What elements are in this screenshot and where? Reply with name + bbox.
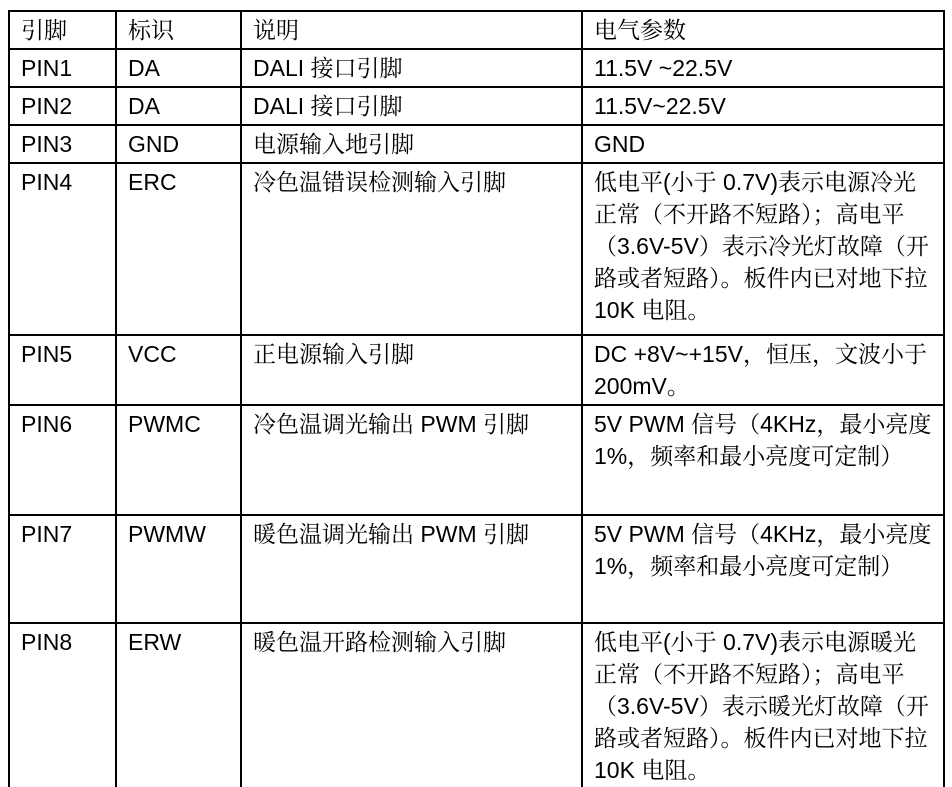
cell-label: PWMC (116, 405, 241, 515)
cell-label: ERW (116, 623, 241, 787)
table-row-pin8 (9, 623, 944, 787)
cell-pin: PIN1 (9, 49, 116, 87)
cell-params: 11.5V~22.5V (582, 87, 944, 125)
cell-description: 冷色温错误检测输入引脚 (241, 163, 582, 335)
cell-pin: PIN5 (9, 335, 116, 405)
table-row-pin5 (9, 335, 944, 405)
cell-label: DA (116, 49, 241, 87)
cell-params: 低电平(小于 0.7V)表示电源暖光正常（不开路不短路）；高电平（3.6V-5V）表示暖光灯故障（开路或者短路）。板件内已对地下拉 10K 电阻。 (582, 623, 944, 787)
header-cell-description: 说明 (241, 11, 582, 49)
header-cell-params: 电气参数 (582, 11, 944, 49)
cell-label: PWMW (116, 515, 241, 623)
cell-params: 11.5V ~22.5V (582, 49, 944, 87)
cell-description: DALI 接口引脚 (241, 87, 582, 125)
table-row-pin6 (9, 405, 944, 515)
cell-description: 冷色温调光输出 PWM 引脚 (241, 405, 582, 515)
table-row-pin2 (9, 87, 944, 125)
cell-pin: PIN6 (9, 405, 116, 515)
table-row-pin4 (9, 163, 944, 335)
cell-pin: PIN2 (9, 87, 116, 125)
cell-label: ERC (116, 163, 241, 335)
cell-description: 电源输入地引脚 (241, 125, 582, 163)
cell-label: VCC (116, 335, 241, 405)
cell-pin: PIN7 (9, 515, 116, 623)
table-row-pin1 (9, 49, 944, 87)
cell-label: GND (116, 125, 241, 163)
table-header-row (9, 11, 944, 49)
cell-params: 低电平(小于 0.7V)表示电源冷光正常（不开路不短路）；高电平（3.6V-5V）表示冷光灯故障（开路或者短路）。板件内已对地下拉 10K 电阻。 (582, 163, 944, 335)
cell-pin: PIN8 (9, 623, 116, 787)
cell-params: GND (582, 125, 944, 163)
header-cell-pin: 引脚 (9, 11, 116, 49)
cell-description: 正电源输入引脚 (241, 335, 582, 405)
cell-params: 5V PWM 信号（4KHz，最小亮度 1%，频率和最小亮度可定制） (582, 515, 944, 623)
cell-params: 5V PWM 信号（4KHz，最小亮度 1%，频率和最小亮度可定制） (582, 405, 944, 515)
cell-label: DA (116, 87, 241, 125)
cell-description: 暖色温开路检测输入引脚 (241, 623, 582, 787)
cell-description: DALI 接口引脚 (241, 49, 582, 87)
pin-definition-table (8, 10, 945, 787)
cell-pin: PIN4 (9, 163, 116, 335)
cell-description: 暖色温调光输出 PWM 引脚 (241, 515, 582, 623)
cell-params: DC +8V~+15V，恒压，文波小于 200mV。 (582, 335, 944, 405)
table-row-pin7 (9, 515, 944, 623)
header-cell-label: 标识 (116, 11, 241, 49)
table-row-pin3 (9, 125, 944, 163)
cell-pin: PIN3 (9, 125, 116, 163)
